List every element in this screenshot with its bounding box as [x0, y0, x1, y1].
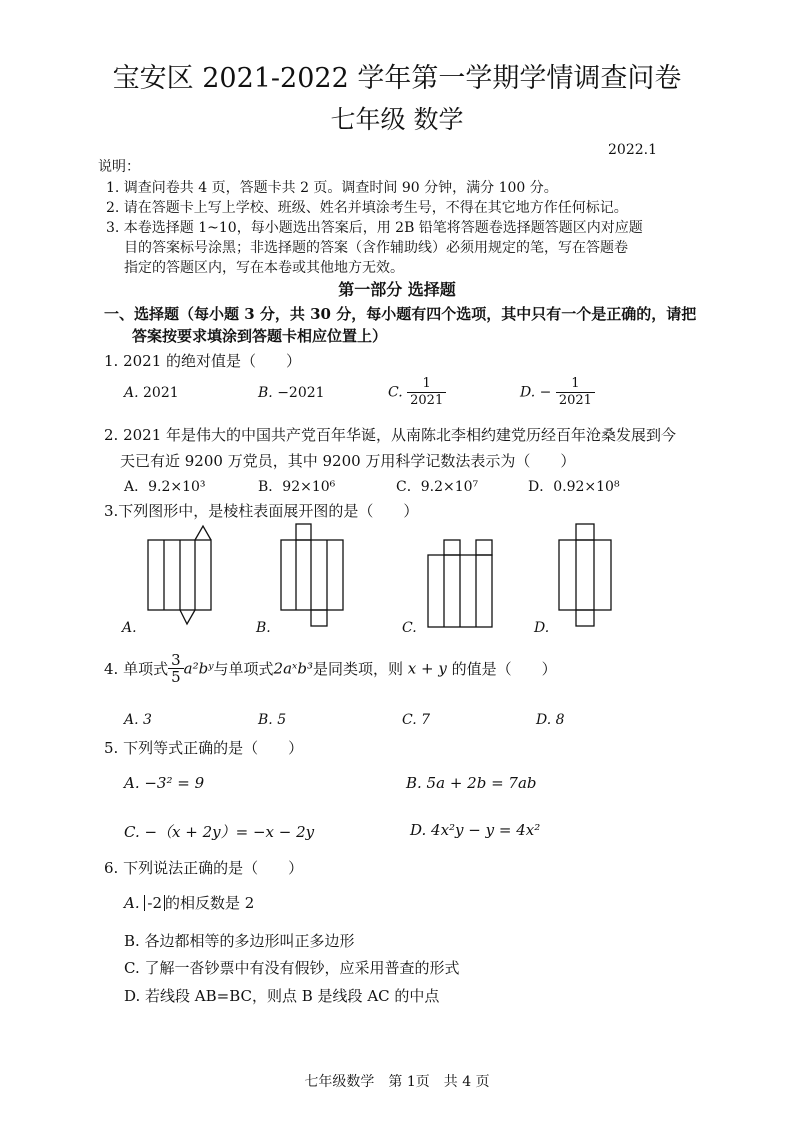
q6-option-d: D. 若线段 AB=BC，则点 B 是线段 AC 的中点: [124, 987, 440, 1005]
q3-label-c: C.: [402, 620, 417, 636]
page-footer: 七年级数学 第 1页 共 4 页: [304, 1074, 490, 1090]
q2-option-a: A．9.2×10³: [124, 479, 206, 495]
q4-option-d: D. 8: [536, 712, 565, 728]
q2-option-b: B．92×10⁶: [258, 479, 336, 495]
section-instruction-line-2: 答案按要求填涂到答题卡相应位置上）: [132, 327, 388, 345]
q5-stem: 5. 下列等式正确的是（ ）: [104, 739, 304, 757]
section-instruction-line-1: 一、选择题（每小题 3 分，共 30 分，每小题有四个选项，其中只有一个是正确的，请把: [104, 305, 697, 323]
q5-option-c: C. −（x + 2y）= −x − 2y: [124, 823, 315, 841]
prism-net-a: [145, 524, 217, 626]
q6-stem: 6. 下列说法正确的是（ ）: [104, 859, 304, 877]
q6-option-c: C. 了解一沓钞票中有没有假钞，应采用普查的形式: [124, 959, 460, 977]
q6-option-b: B. 各边都相等的多边形叫正多边形: [124, 932, 355, 950]
prism-net-c: [425, 538, 495, 630]
q4-option-b: B. 5: [258, 712, 287, 728]
note-item-1: 1. 调查问卷共 4 页，答题卡共 2 页。调查时间 90 分钟，满分 100 分。: [106, 180, 558, 196]
q3-stem: 3.下列图形中，是棱柱表面展开图的是（ ）: [104, 502, 419, 520]
page-subtitle: 七年级 数学: [330, 105, 464, 134]
note-item-2: 2. 请在答题卡上写上学校、班级、姓名并填涂考生号，不得在其它地方作任何标记。: [106, 200, 628, 216]
q2-option-c: C．9.2×10⁷: [396, 479, 479, 495]
q4-option-c: C. 7: [402, 712, 431, 728]
q3-label-b: B.: [256, 620, 271, 636]
q2-stem-line-2: 天已有近 9200 万党员，其中 9200 万用科学记数法表示为（ ）: [120, 452, 576, 470]
q5-option-b: B. 5a + 2b = 7ab: [406, 774, 537, 792]
q3-label-a: A.: [122, 620, 137, 636]
q1-option-d: D. − $\frac{1}{2021}$: [520, 376, 595, 409]
prism-net-d: [556, 522, 614, 628]
q5-option-d: D. 4x²y − y = 4x²: [410, 821, 541, 839]
q1-option-a: A. 2021: [124, 385, 179, 401]
section-title: 第一部分 选择题: [338, 280, 456, 299]
q1-option-b: B. −2021: [258, 385, 325, 401]
exam-date: 2022.1: [608, 142, 657, 158]
q5-option-a: A. −3² = 9: [124, 774, 205, 792]
note-item-3-cont-1: 目的答案标号涂黑；非选择题的答案（含作辅助线）必须用规定的笔，写在答题卷: [124, 240, 628, 256]
note-item-3: 3. 本卷选择题 1~10，每小题选出答案后，用 2B 铅笔将答题卷选择题答题区内对应题: [106, 220, 643, 236]
page-title: 宝安区 2021-2022 学年第一学期学情调查问卷: [112, 63, 682, 94]
q6-option-a: A. -2 的相反数是 2: [124, 894, 255, 912]
notes-label: 说明：: [98, 159, 140, 175]
q3-label-d: D.: [534, 620, 550, 636]
q4-stem: 4. 单项式 $\frac{3}{5}$ a²bʸ与单项式2aˣb³是同类项，则 x + y 的值是（ ）: [104, 651, 557, 686]
note-item-3-cont-2: 指定的答题区内，写在本卷或其他地方无效。: [124, 260, 404, 276]
q2-option-d: D．0.92×10⁸: [528, 479, 620, 495]
prism-net-b: [278, 522, 346, 628]
q2-stem-line-1: 2. 2021 年是伟大的中国共产党百年华诞，从南陈北李相约建党历经百年沧桑发展到今: [104, 426, 677, 444]
q1-stem: 1. 2021 的绝对值是（ ）: [104, 352, 302, 370]
q4-option-a: A. 3: [124, 712, 152, 728]
q1-option-c: C. $\frac{1}{2021}$: [388, 376, 446, 409]
